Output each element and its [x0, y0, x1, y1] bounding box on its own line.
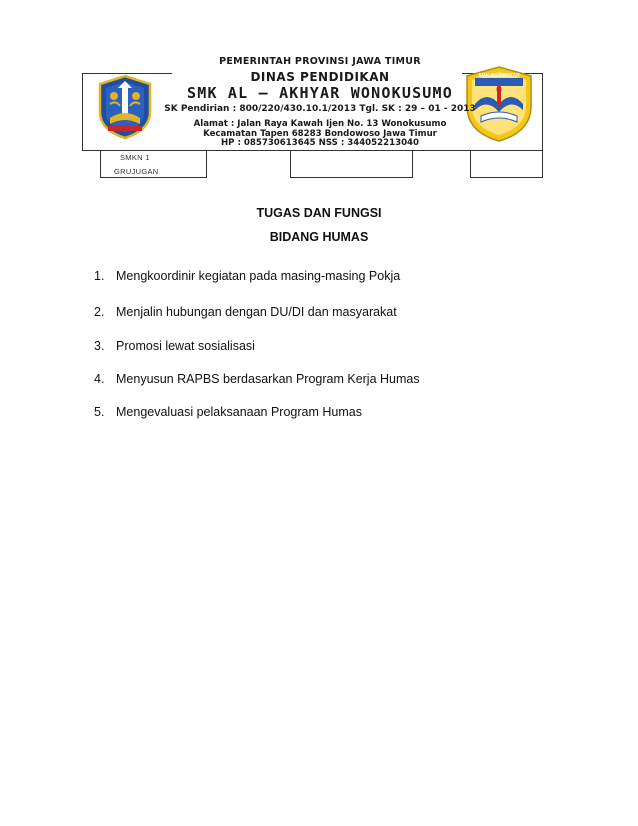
letterhead-department: DINAS PENDIDIKAN [250, 70, 390, 84]
list-item [94, 405, 362, 419]
box-divider-5 [470, 150, 471, 178]
box-bottom-3 [470, 177, 543, 178]
list-item [94, 339, 255, 353]
list-item [94, 305, 397, 319]
list-item-text: Menjalin hubungan dengan DU/DI dan masyarakat [116, 305, 397, 319]
box-divider-2 [206, 150, 207, 178]
letterhead-address-2: Kecamatan Tapen 68283 Bondowoso Jawa Timur [203, 128, 437, 139]
list-item [94, 372, 420, 386]
list-item [94, 269, 400, 283]
letterhead-sk: SK Pendirian : 800/220/430.10.1/2013 Tgl. SK : 29 – 01 - 2013 [164, 104, 476, 114]
list-item-number: 1. [94, 269, 105, 283]
province-emblem-icon [96, 74, 154, 140]
letterhead-address-1: Alamat : Jalan Raya Kawah Ijen No. 13 Wonokusumo [193, 119, 447, 129]
box-divider-3 [290, 150, 291, 178]
box-bottom-2 [290, 177, 412, 178]
document-title: TUGAS DAN FUNGSI [256, 206, 382, 220]
list-item-text: Mengkoordinir kegiatan pada masing-masing Pokja [116, 269, 401, 283]
school-logo-caption: SMK AL-AKHYAR [478, 73, 520, 79]
letterhead-province: PEMERINTAH PROVINSI JAWA TIMUR [219, 56, 421, 67]
document-subtitle: BIDANG HUMAS [269, 230, 369, 244]
list-item-text: Menyusun RAPBS berdasarkan Program Kerja Humas [116, 372, 420, 386]
list-item-number: 5. [94, 405, 105, 419]
list-item-number: 3. [94, 339, 105, 353]
letterhead-left-border [82, 73, 83, 151]
list-item-text: Promosi lewat sosialisasi [116, 339, 255, 353]
box-label-bottom: GRUJUGAN [114, 167, 159, 176]
box-divider-1 [100, 150, 101, 178]
list-item-number: 4. [94, 372, 105, 386]
letterhead-contact: HP : 085730613645 NSS : 344052213040 [220, 138, 420, 148]
box-divider-4 [412, 150, 413, 178]
list-item-number: 2. [94, 305, 105, 319]
letterhead-bottom-rule [82, 150, 543, 151]
letterhead-right-border [542, 73, 543, 177]
letterhead-school-name: SMK AL – AKHYAR WONOKUSUMO [187, 84, 453, 102]
list-item-text: Mengevaluasi pelaksanaan Program Humas [116, 405, 362, 419]
box-bottom-1 [100, 177, 206, 178]
box-label-top: SMKN 1 [120, 153, 150, 162]
